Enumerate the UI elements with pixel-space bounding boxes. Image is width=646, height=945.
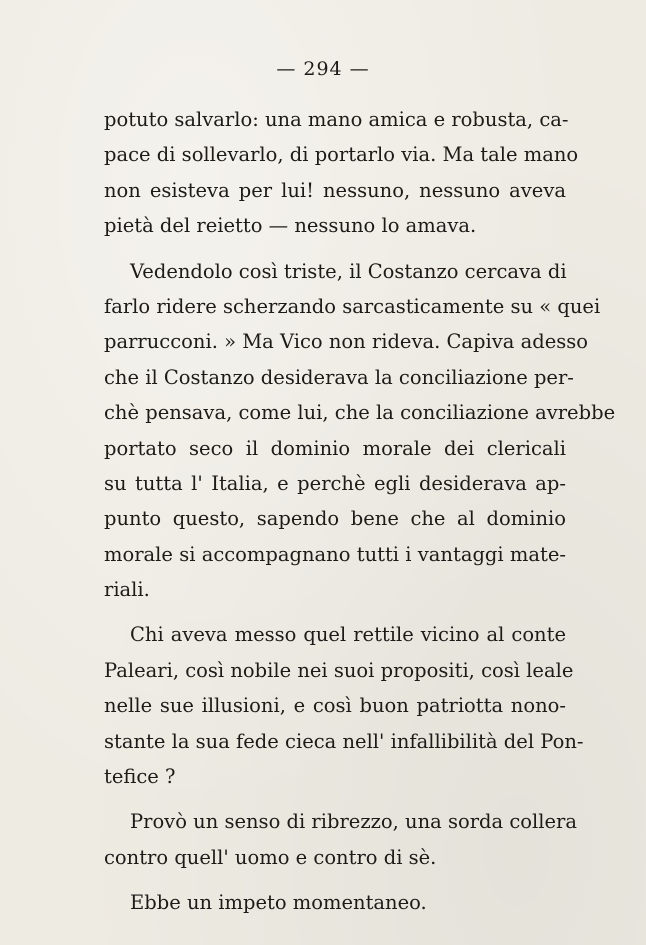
text-line: stante la sua fede cieca nell' infallibilità del Pon-	[104, 729, 584, 753]
text-line: pace di sollevarlo, di portarlo via. Ma tale mano	[104, 143, 579, 167]
text-line: contro quell' uomo e contro di sè.	[104, 845, 437, 869]
paragraph-4	[104, 804, 577, 875]
text-line: Vedendolo così triste, il Costanzo cercava di	[130, 259, 567, 283]
paragraph-2	[104, 254, 616, 608]
text-line: pietà del reietto — nessuno lo amava.	[104, 214, 477, 238]
paragraph-3	[104, 617, 584, 794]
text-line: non esisteva per lui! nessuno, nessuno aveva	[104, 178, 566, 202]
text-line: parrucconi. » Ma Vico non rideva. Capiva adesso	[104, 330, 589, 354]
text-line: Paleari, così nobile nei suoi propositi, così leale	[104, 658, 574, 682]
text-line: portato seco il dominio morale dei clericali	[104, 436, 566, 460]
text-line: tefice ?	[104, 765, 176, 789]
paragraph-1	[104, 102, 579, 244]
text-line: che il Costanzo desiderava la conciliazione per-	[104, 365, 574, 389]
page-number: — 294 —	[276, 58, 370, 80]
text-line: chè pensava, come lui, che la conciliazione avrebbe	[104, 401, 616, 425]
text-line: punto questo, sapendo bene che al dominio	[104, 507, 566, 531]
text-line: su tutta l' Italia, e perchè egli desiderava ap-	[104, 471, 566, 495]
text-line: riali.	[104, 578, 150, 602]
body-text	[104, 102, 616, 931]
text-line: Ebbe un impeto momentaneo.	[130, 891, 427, 915]
text-line: nelle sue illusioni, e così buon patriotta nono-	[104, 694, 566, 718]
text-line: Provò un senso di ribrezzo, una sorda collera	[130, 810, 577, 834]
text-line: morale si accompagnano tutti i vantaggi mate-	[104, 542, 566, 566]
paragraph-5	[104, 885, 566, 920]
text-line: Chi aveva messo quel rettile vicino al conte	[130, 623, 566, 647]
text-line: potuto salvarlo: una mano amica e robusta, ca-	[104, 108, 569, 131]
text-line: farlo ridere scherzando sarcasticamente su « quei	[104, 294, 601, 318]
